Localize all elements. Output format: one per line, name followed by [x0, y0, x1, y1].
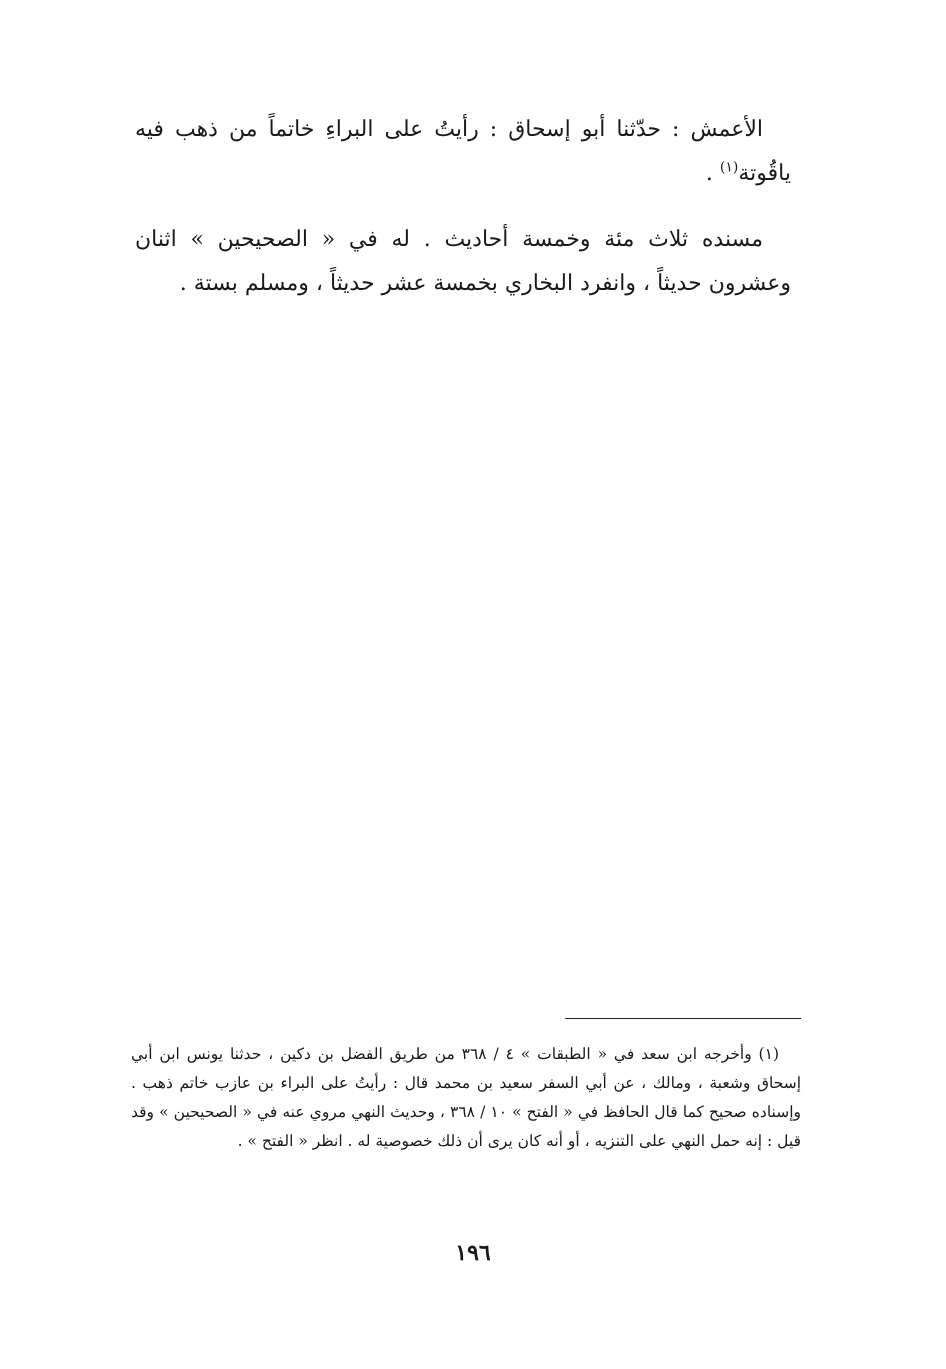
footnote-separator — [565, 1018, 801, 1019]
paragraph-musnad-count — [135, 218, 791, 306]
paragraph-narration-tail: . — [705, 161, 720, 186]
paragraph-musnad-count-text: مسنده ثلاث مئة وخمسة أحاديث . له في « الصحيحين » اثنان وعشرون حديثاً ، وانفرد البخاري بخمسة عشر حديثاً ، ومسلم بستة . — [135, 227, 791, 296]
page-number: ١٩٦ — [455, 1240, 491, 1266]
main-text — [135, 108, 791, 306]
footnote-reference[interactable]: (١) — [719, 159, 739, 176]
footnotes — [131, 1040, 801, 1156]
paragraph-narration — [135, 108, 791, 196]
paragraph-narration-text: الأعمش : حدّثنا أبو إسحاق : رأيتُ على البراءِ خاتماً من ذهب فيه ياقُوتة — [135, 117, 791, 186]
footnote-1: (١) وأخرجه ابن سعد في « الطبقات » ٤ / ٣٦٨ من طريق الفضل بن دكين ، حدثنا يونس ابن أبي إسحاق وشعبة ، ومالك ، عن أبي السفر سعيد بن محمد قال : رأيتُ على البراء بن عازب خاتم ذهب . وإسناده صحيح كما قال الحافظ في « الفتح » ١٠ / ٣٦٨ ، وحديث النهي مروي عنه في « الصحيحين » وقد قيل : إنه حمل النهي على التنزيه ، أو أنه كان يرى أن ذلك خصوصية له . انظر « الفتح » . — [131, 1045, 802, 1150]
